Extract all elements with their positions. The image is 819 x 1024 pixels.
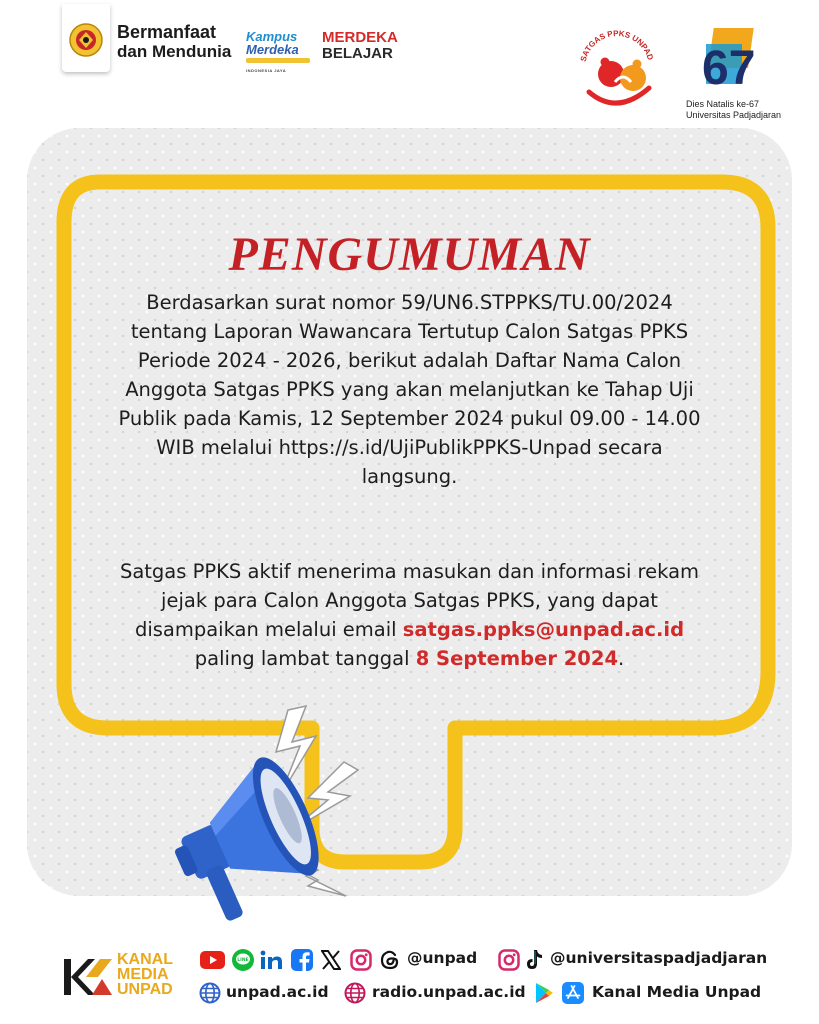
dies-line2: Universitas Padjadjaran xyxy=(686,110,782,120)
announcement-title: PENGUMUMAN xyxy=(228,228,591,281)
megaphone-icon xyxy=(168,700,378,930)
satgas-logo-text: SATGAS PPKS UNPAD xyxy=(578,28,655,63)
app-store-icon[interactable] xyxy=(562,982,584,1004)
tagline-line2: dan Mendunia xyxy=(117,42,232,61)
paragraph-2-text-a: Satgas PPKS aktif menerima masukan dan informasi rekam jejak para Calon Anggota Satgas PPKS, yang dapat disampaikan melalui email xyxy=(119,560,700,641)
unpad-word: UNPAD xyxy=(117,981,173,998)
kanal-media-unpad-text xyxy=(117,952,173,997)
kanal-word: KANAL xyxy=(117,951,173,968)
website-link[interactable]: unpad.ac.id xyxy=(226,983,329,1001)
line-icon[interactable] xyxy=(232,949,254,971)
globe-icon[interactable] xyxy=(199,982,221,1004)
paragraph-2-period: . xyxy=(618,647,625,670)
tiktok-icon[interactable] xyxy=(524,949,544,971)
app-name[interactable]: Kanal Media Unpad xyxy=(592,983,762,1001)
unpad-social-handle[interactable]: @unpad xyxy=(407,949,478,967)
tagline-line1: Bermanfaat xyxy=(117,22,217,42)
dies-number: 67 xyxy=(702,42,756,95)
kampus-merdeka-tagline: INDONESIA JAYA xyxy=(246,68,287,73)
svg-text:LINE: LINE xyxy=(237,958,249,963)
kampus-merdeka-word2: Merdeka xyxy=(246,42,299,57)
kanal-media-unpad-logo xyxy=(62,955,114,999)
deadline-date: 8 September 2024 xyxy=(415,647,619,670)
merdeka-belajar-word2: BELAJAR xyxy=(322,45,393,62)
dies-line1: Dies Natalis ke-67 xyxy=(686,99,760,109)
instagram-icon[interactable] xyxy=(350,949,372,971)
kampus-merdeka-word1: Kampus xyxy=(246,29,298,44)
instagram-icon[interactable] xyxy=(498,949,520,971)
youtube-icon[interactable] xyxy=(200,950,225,970)
announcement-paragraph-2 xyxy=(110,557,709,673)
contact-email[interactable]: satgas.ppks@unpad.ac.id xyxy=(402,618,685,641)
facebook-icon[interactable] xyxy=(291,949,313,971)
universitas-handle[interactable]: @universitaspadjadjaran xyxy=(550,949,768,967)
paragraph-2-text-b: paling lambat tanggal xyxy=(194,647,410,670)
radio-link[interactable]: radio.unpad.ac.id xyxy=(372,983,526,1001)
threads-icon[interactable] xyxy=(379,949,401,971)
media-word: MEDIA xyxy=(117,966,169,983)
radio-icon[interactable] xyxy=(344,982,366,1004)
linkedin-icon[interactable] xyxy=(260,950,284,970)
x-icon[interactable] xyxy=(321,950,341,970)
announcement-paragraph-1: Berdasarkan surat nomor 59/UN6.STPPKS/TU.00/2024 tentang Laporan Wawancara Tertutup Calon Satgas PPKS Periode 2024 - 2026, berikut adalah Daftar Nama Calon Anggota Satgas PPKS yang akan melanjutkan ke Tahap Uji Publik pada Kamis, 12 September 2024 pukul 09.00 - 14.00 WIB melalui https://s.id/UjiPublikPPKS-Unpad secara langsung. xyxy=(118,291,701,488)
google-play-icon[interactable] xyxy=(534,982,554,1004)
merdeka-belajar-word1: MERDEKA xyxy=(322,29,398,46)
